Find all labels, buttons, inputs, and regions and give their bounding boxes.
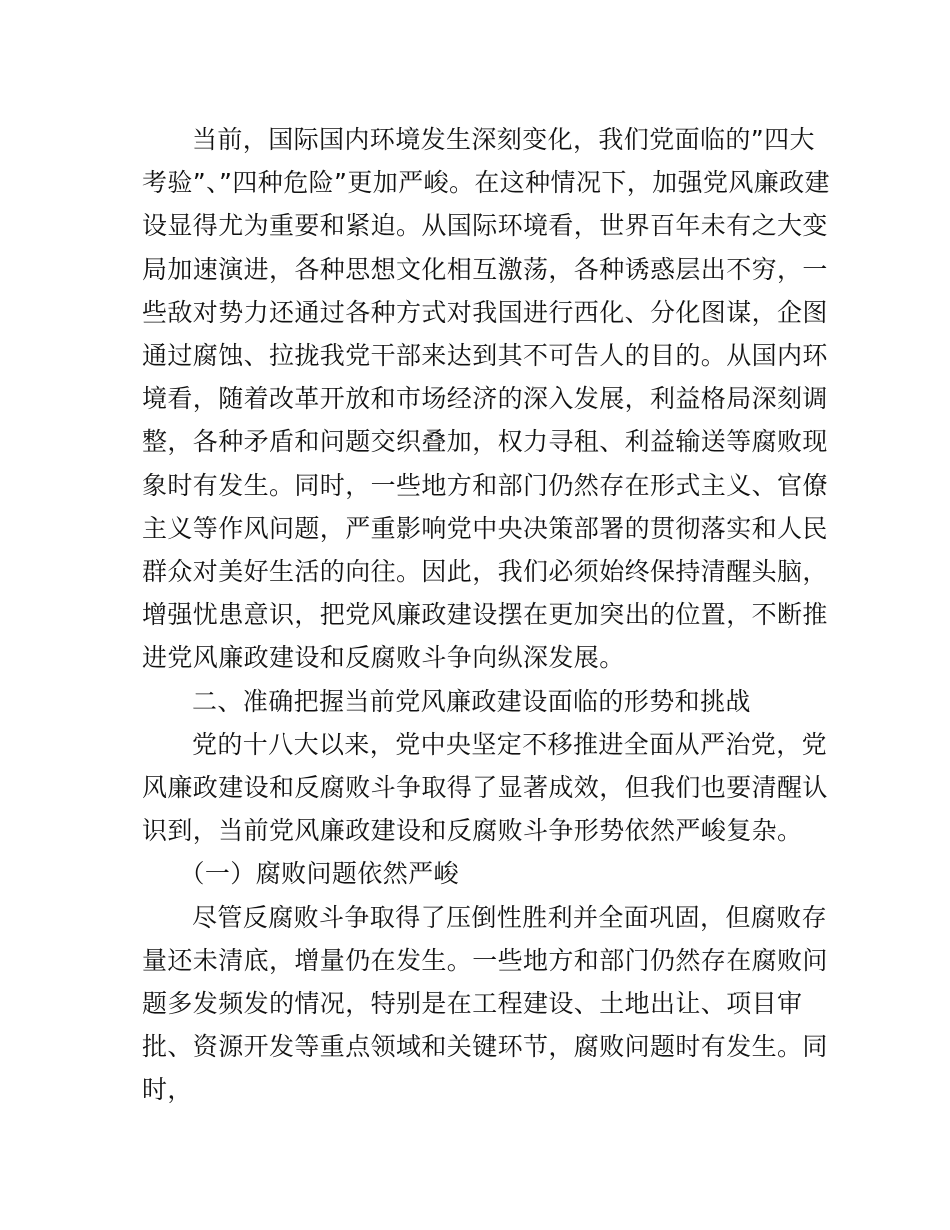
subsection-heading: （一）腐败问题依然严峻 bbox=[179, 859, 459, 889]
section-paragraph: 党的十八大以来，党中央坚定不移推进全面从严治党，党风廉政建设和反腐败斗争取得了显著成效，但我们也要清醒认识到，当前党风廉政建设和反腐败斗争形势依然严峻复杂。 bbox=[142, 729, 828, 846]
document-body bbox=[142, 118, 832, 1112]
subsection-paragraph: 尽管反腐败斗争取得了压倒性胜利并全面巩固，但腐败存量还未清底，增量仍在发生。一些地方和部门仍然存在腐败问题多发频发的情况，特别是在工程建设、土地出让、项目审批、资源开发等重点领域和关键环节，腐败问题时有发生。同时， bbox=[142, 902, 828, 1105]
intro-paragraph: 当前，国际国内环境发生深刻变化，我们党面临的”四大考验”、”四种危险”更加严峻。在这种情况下，加强党风廉政建设显得尤为重要和紧迫。从国际环境看，世界百年未有之大变局加速演进，各种思想文化相互激荡，各种诱惑层出不穷，一些敌对势力还通过各种方式对我国进行西化、分化图谋，企图通过腐蚀、拉拢我党干部来达到其不可告人的目的。从国内环境看，随着改革开放和市场经济的深入发展，利益格局深刻调整，各种矛盾和问题交织叠加，权力寻租、利益输送等腐败现象时有发生。同时，一些地方和部门仍然存在形式主义、官僚主义等作风问题，严重影响党中央决策部署的贯彻落实和人民群众对美好生活的向往。因此，我们必须始终保持清醒头脑，增强忧患意识，把党风廉政建设摆在更加突出的位置，不断推进党风廉政建设和反腐败斗争向纵深发展。 bbox=[142, 125, 830, 673]
section-heading: 二、准确把握当前党风廉政建设面临的形势和挑战 bbox=[192, 686, 751, 716]
